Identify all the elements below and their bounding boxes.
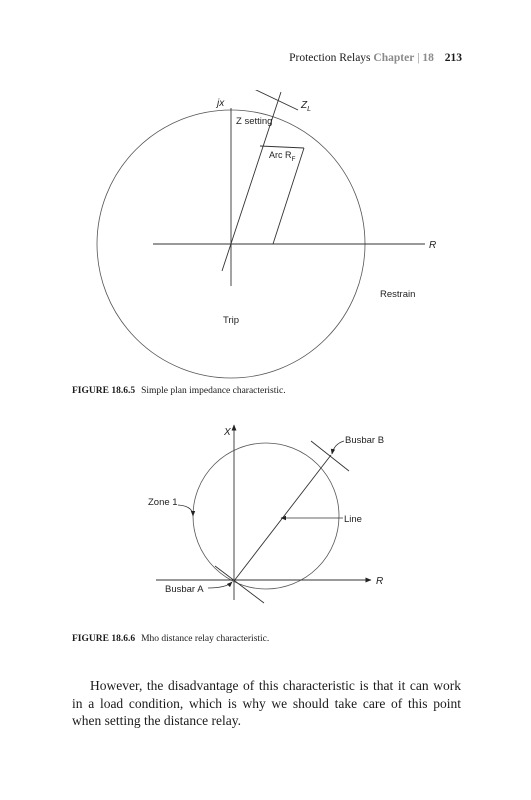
figure-caption-label: FIGURE 18.6.5 — [72, 386, 136, 396]
figure-impedance-characteristic — [0, 90, 531, 380]
busbar-a-leader — [208, 582, 232, 588]
line-label: Line — [344, 514, 362, 525]
x-axis-label: X — [224, 427, 231, 438]
figure-mho-characteristic — [0, 418, 531, 618]
chapter-number: 18 — [422, 52, 434, 64]
figure-caption-text: Simple plan impedance characteristic. — [141, 386, 286, 396]
z-setting-label: Z setting — [236, 116, 273, 127]
busbar-b-leader — [332, 441, 344, 454]
zl-label: $Z_L$ — [301, 100, 312, 113]
header-separator: | — [417, 52, 420, 64]
r-axis-label: R — [429, 240, 437, 251]
body-paragraph: However, the disadvantage of this characteristic is that it can work in a load condition, which is why we should take care of this point when setting the distance relay. — [72, 678, 461, 728]
chapter-label: Chapter — [373, 52, 415, 64]
figure-caption-text: Mho distance relay characteristic. — [141, 634, 270, 644]
arc-rf-line — [273, 148, 304, 244]
page-number: 213 — [444, 52, 462, 64]
arc-rf-label: Arc $R_F$ — [269, 150, 296, 163]
busbar-b-marker — [311, 441, 349, 471]
busbar-b-label: Busbar B — [345, 435, 385, 446]
running-header — [289, 52, 462, 64]
figure-caption-label: FIGURE 18.6.6 — [72, 634, 136, 644]
restrain-label: Restrain — [380, 289, 416, 300]
trip-label: Trip — [223, 315, 240, 326]
figure-caption-18-6-6 — [72, 634, 269, 644]
running-title: Protection Relays — [289, 52, 371, 64]
zone1-label: Zone 1 — [148, 497, 178, 508]
zone1-leader — [178, 505, 193, 516]
z-setting-tick — [260, 146, 304, 148]
mho-circle — [193, 443, 339, 589]
busbar-a-label: Busbar A — [165, 584, 204, 595]
figure-caption-18-6-5 — [72, 386, 286, 396]
jx-label: jx — [217, 98, 225, 109]
busbar-a-marker — [215, 566, 264, 603]
r-axis-label: R — [376, 576, 384, 587]
